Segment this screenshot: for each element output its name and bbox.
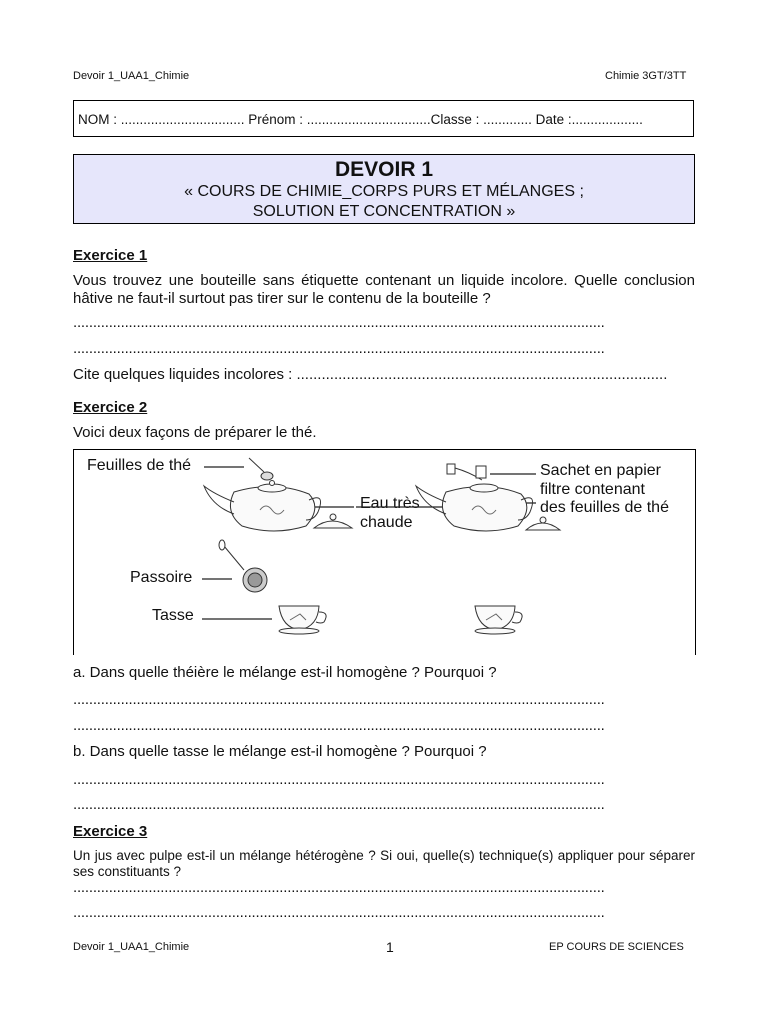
answer-line: ...................................................................................................................................... [73,691,605,708]
cup-1-icon [279,606,326,634]
exercise-1-question: Vous trouvez une bouteille sans étiquette contenant un liquide incolore. Quelle conclusion hâtive ne faut-il surtout pas tirer sur le contenu de la bouteille ? [73,272,695,307]
label-sachet-3: des feuilles de thé [540,499,669,516]
spoon-icon [249,458,273,480]
question-b: b. Dans quelle tasse le mélange est-il homogène ? Pourquoi ? [73,743,487,760]
answer-line: ...................................................................................................................................... [73,717,605,734]
identity-box [73,100,694,137]
tea-illustration [74,450,695,655]
cup-2-icon [475,606,522,634]
footer-left: Devoir 1_UAA1_Chimie [73,941,190,953]
answer-line: ...................................................................................................................................... [73,796,605,813]
header-right: Chimie 3GT/3TT [605,70,687,82]
strainer-icon [219,540,267,592]
exercise-3-question: Un jus avec pulpe est-il un mélange hétérogène ? Si oui, quelle(s) technique(s) appliquer pour séparer ses constituants ? [73,848,695,879]
answer-line: ...................................................................................................................................... [73,771,605,788]
exercise-2-title: Exercice 2 [73,399,148,416]
label-feuilles: Feuilles de thé [87,457,192,474]
tea-bag-icon [447,464,486,480]
exercise-1-cite: Cite quelques liquides incolores : ......................................................................................... [73,366,668,383]
answer-line: ...................................................................................................................................... [73,314,605,331]
answer-line: ...................................................................................................................................... [73,904,605,921]
teapot-2-icon [416,484,533,531]
label-eau-2: chaude [360,514,413,531]
answer-line: ...................................................................................................................................... [73,340,605,357]
header-left: Devoir 1_UAA1_Chimie [73,70,190,82]
title-line2: SOLUTION ET CONCENTRATION » [252,203,516,220]
label-eau-1: Eau très [360,495,420,512]
label-tasse: Tasse [152,607,194,624]
answer-line: ...................................................................................................................................... [73,879,605,896]
identity-line: NOM : ................................. Prénom : .................................Classe : ............. Date :................... [78,112,643,127]
exercise-3-title: Exercice 3 [73,823,148,840]
lid-2-icon [526,517,560,530]
label-passoire: Passoire [130,569,193,586]
title-main: DEVOIR 1 [334,158,434,181]
tea-figure [73,449,696,655]
title-line1: « COURS DE CHIMIE_CORPS PURS ET MÉLANGES ; [184,183,584,200]
label-sachet-1: Sachet en papier [540,462,661,479]
label-sachet-2: filtre contenant [540,481,645,498]
lid-1-icon [314,514,352,528]
title-box [73,154,695,224]
page-number: 1 [386,939,394,955]
teapot-1-icon [204,481,321,532]
exercise-1-title: Exercice 1 [73,247,148,264]
exercise-2-intro: Voici deux façons de préparer le thé. [73,424,317,441]
question-a: a. Dans quelle théière le mélange est-il homogène ? Pourquoi ? [73,664,497,681]
footer-right: EP COURS DE SCIENCES [549,941,684,953]
